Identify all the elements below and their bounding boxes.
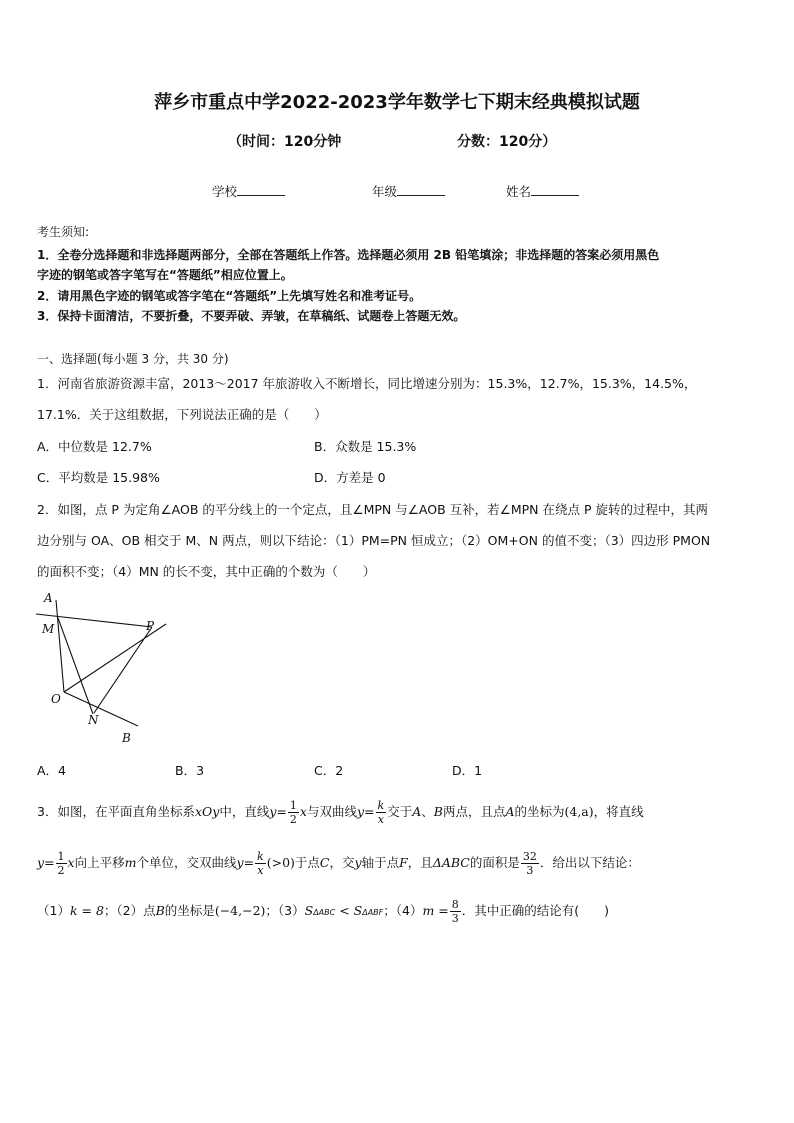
q2-option-d[interactable]: D．1 — [452, 763, 483, 778]
q1-stem-line1: 1．河南省旅游资源丰富，2013～2017 年旅游收入不断增长，同比增速分别为：15.3%，12.7%，15.3%，14.5%， — [37, 376, 697, 391]
q3-stem-line3: （1）k = 8；（2）点B的坐标是(−4,−2)；（3）SΔABC < SΔABF；（4）m = $\frac{8}{3}$ ．其中正确的结论有( ) — [37, 898, 610, 925]
notice-item: 2．请用黑色字迹的钢笔或答字笔在“答题纸”上先填写姓名和准考证号。 — [37, 289, 422, 303]
notice-item: 字迹的钢笔或答字笔写在“答题纸”相应位置上。 — [37, 268, 293, 282]
q2-stem-line3: 的面积不变；（4）MN 的长不变，其中正确的个数为（ ） — [37, 564, 376, 579]
q1-option-b[interactable]: B．众数是 15.3% — [314, 439, 417, 454]
grade-label: 年级 — [372, 184, 398, 199]
q2-option-a[interactable]: A．4 — [37, 763, 67, 778]
label-n: N — [88, 713, 99, 727]
notice-item: 1．全卷分选择题和非选择题两部分，全部在答题纸上作答。选择题必须用 2B 铅笔填涂；非选择题的答案必须用黑色 — [37, 248, 660, 262]
q1-option-c[interactable]: C．平均数是 15.98% — [37, 470, 160, 485]
exam-score: 分数：120分） — [457, 134, 557, 150]
notice-heading: 考生须知: — [37, 225, 90, 239]
name-label: 姓名 — [506, 184, 532, 199]
q2-option-c[interactable]: C．2 — [314, 763, 344, 778]
line-np — [94, 627, 152, 713]
q3-stem-line2: y= $\frac{1}{2}$ x向上平移m个单位，交双曲线y= $\frac{k}{x}$ (>0)于点C，交y轴于点F，且ΔABC的面积是 $\frac{32}{3}$ ．给出以下结论： — [37, 850, 640, 877]
label-b: B — [122, 731, 131, 745]
q2-stem-line1: 2．如图，点 P 为定角∠AOB 的平分线上的一个定点，且∠MPN 与∠AOB 互补，若∠MPN 在绕点 P 旋转的过程中，其两 — [37, 502, 708, 517]
q1-option-a[interactable]: A．中位数是 12.7% — [37, 439, 152, 454]
ray-ob — [64, 692, 138, 726]
name-field[interactable] — [506, 182, 579, 200]
label-o: O — [51, 692, 61, 706]
q2-option-b[interactable]: B．3 — [175, 763, 205, 778]
exam-title: 萍乡市重点中学2022-2023学年数学七下期末经典模拟试题 — [154, 92, 640, 113]
grade-field[interactable] — [372, 182, 445, 200]
fraction-k-over-x: $\frac{k}{x}$ — [257, 850, 264, 877]
q2-geometry-figure — [30, 588, 180, 748]
notice-item: 3．保持卡面清洁，不要折叠，不要弄破、弄皱，在草稿纸、试题卷上答题无效。 — [37, 309, 466, 323]
label-a: A — [44, 591, 53, 605]
name-blank[interactable] — [531, 183, 579, 196]
fraction-one-half: $\frac{1}{2}$ — [57, 850, 65, 877]
section-heading: 一、选择题(每小题 3 分，共 30 分) — [37, 352, 229, 366]
fraction-one-half: $\frac{1}{2}$ — [289, 799, 297, 826]
q1-stem-line2: 17.1%．关于这组数据，下列说法正确的是（ ） — [37, 407, 327, 422]
ray-oa — [56, 600, 64, 692]
school-label: 学校 — [212, 184, 238, 199]
grade-blank[interactable] — [397, 183, 445, 196]
q3-stem-line1: 3．如图，在平面直角坐标系xOy中，直线y= $\frac{1}{2}$ x与双曲线y= $\frac{k}{x}$ 交于A、B两点，且点A的坐标为(4,a)，将直线 — [37, 799, 644, 826]
line-mn — [58, 618, 93, 714]
fraction-area: $\frac{32}{3}$ — [522, 850, 537, 877]
label-m: M — [42, 622, 55, 636]
school-field[interactable] — [212, 182, 285, 200]
fraction-m: $\frac{8}{3}$ — [451, 898, 459, 925]
school-blank[interactable] — [237, 183, 285, 196]
q1-option-d[interactable]: D．方差是 0 — [314, 470, 386, 485]
label-p: P — [146, 619, 155, 633]
fraction-k-over-x: $\frac{k}{x}$ — [377, 799, 385, 826]
q2-stem-line2: 边分别与 OA、OB 相交于 M、N 两点，则以下结论：（1）PM=PN 恒成立；（2）OM+ON 的值不变；（3）四边形 PMON — [37, 533, 711, 548]
exam-time: （时间：120分钟 — [228, 134, 342, 150]
